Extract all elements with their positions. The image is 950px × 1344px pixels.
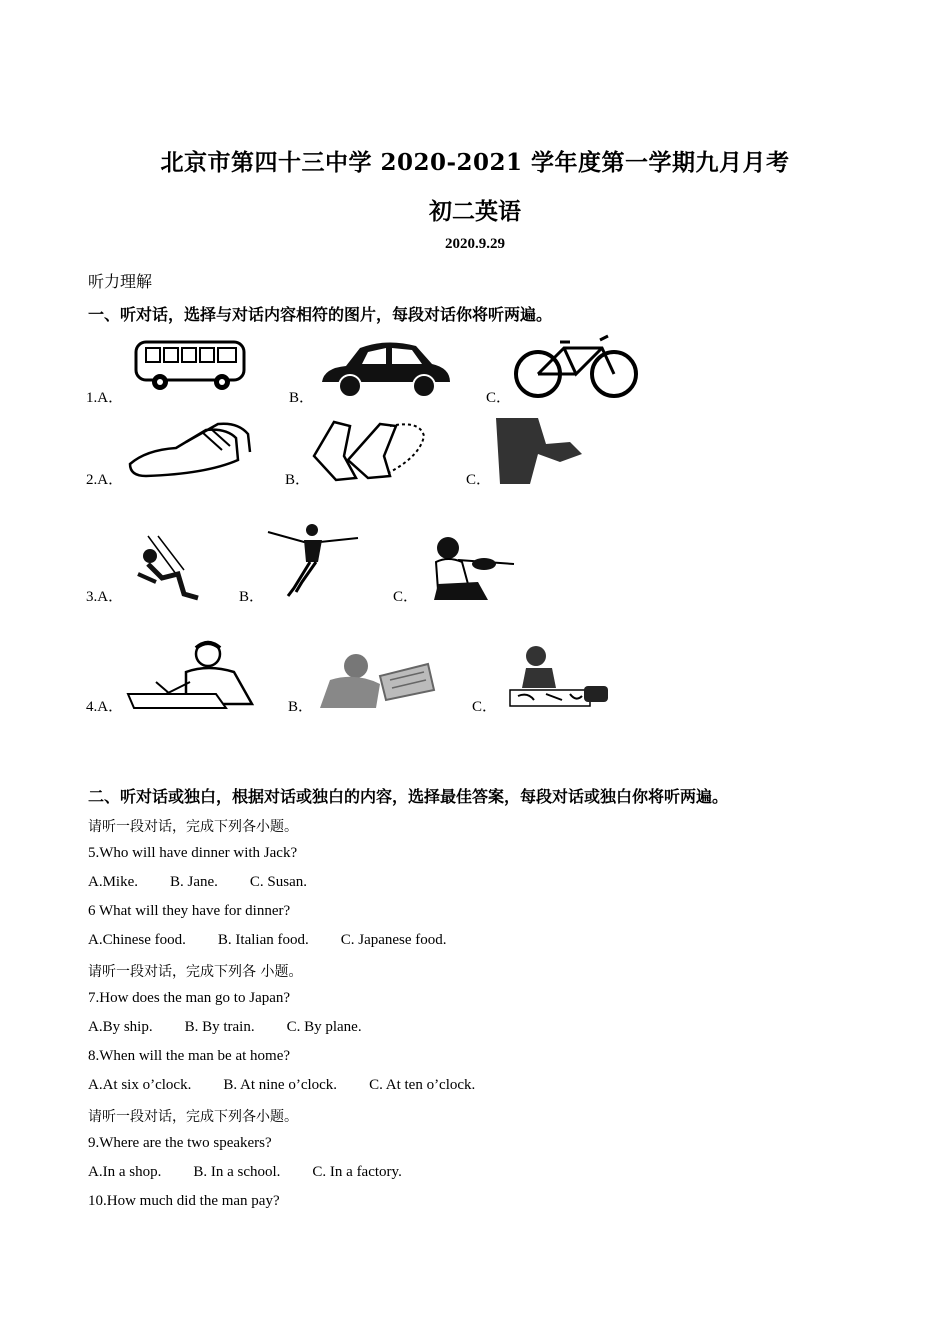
options-6 bbox=[88, 932, 447, 949]
option-8a: A.At six o’clock. bbox=[88, 1077, 192, 1093]
page-title: 北京市第四十三中学 2020-2021 学年度第一学期九月月考 bbox=[160, 149, 790, 176]
exam-date: 2020.9.29 bbox=[445, 236, 505, 252]
option-8c: C. At ten o’clock. bbox=[369, 1077, 476, 1093]
q4-option-b-label: B． bbox=[288, 699, 314, 715]
option-9c: C. In a factory. bbox=[312, 1164, 402, 1180]
option-8b: B. At nine o’clock. bbox=[223, 1077, 338, 1093]
option-7c: C. By plane. bbox=[286, 1019, 362, 1035]
option-7b: B. By train. bbox=[184, 1019, 255, 1035]
options-7 bbox=[88, 1019, 362, 1036]
q1-option-b-label: B． bbox=[289, 390, 315, 406]
trousers-icon bbox=[490, 414, 586, 486]
option-5c: C. Susan. bbox=[249, 874, 308, 890]
question-10: 10.How much did the man pay? bbox=[88, 1193, 280, 1209]
q4-option-c-label: C． bbox=[472, 699, 498, 715]
options-8 bbox=[88, 1077, 475, 1094]
q2-option-a-label: 2.A． bbox=[86, 472, 124, 488]
q2-option-c-label: C． bbox=[466, 472, 492, 488]
q3-option-c-label: C． bbox=[393, 589, 419, 605]
question-9: 9.Where are the two speakers? bbox=[88, 1135, 272, 1151]
subject-title: 初二英语 bbox=[429, 198, 521, 225]
q1-option-a-label: 1.A． bbox=[86, 390, 124, 406]
bicycle-icon bbox=[512, 330, 640, 404]
option-5b: B. Jane. bbox=[170, 874, 218, 890]
painting-person-icon bbox=[506, 642, 612, 710]
dialogue-intro-3: 请听一段对话，完成下列各小题。 bbox=[88, 1109, 298, 1125]
option-6b: B. Italian food. bbox=[217, 932, 309, 948]
question-8: 8.When will the man be at home? bbox=[88, 1048, 291, 1064]
swing-icon bbox=[128, 534, 208, 602]
option-6a: A.Chinese food. bbox=[88, 932, 186, 948]
q2-option-b-label: B． bbox=[285, 472, 311, 488]
skater-icon bbox=[264, 522, 362, 602]
car-icon bbox=[316, 338, 456, 400]
options-5 bbox=[88, 874, 307, 891]
writing-man-icon bbox=[126, 638, 258, 710]
violinist-icon bbox=[418, 534, 520, 602]
option-7a: A.By ship. bbox=[88, 1019, 153, 1035]
q4-option-a-label: 4.A． bbox=[86, 699, 124, 715]
option-9a: A.In a shop. bbox=[88, 1164, 162, 1180]
bus-icon bbox=[130, 336, 250, 394]
gloves-icon bbox=[310, 416, 430, 484]
dialogue-intro-2: 请听一段对话，完成下列各 小题。 bbox=[88, 964, 303, 980]
q1-option-c-label: C． bbox=[486, 390, 512, 406]
option-5a: A.Mike. bbox=[88, 874, 138, 890]
reading-man-icon bbox=[316, 650, 438, 710]
q3-option-b-label: B． bbox=[239, 589, 265, 605]
q3-option-a-label: 3.A． bbox=[86, 589, 124, 605]
listening-heading: 听力理解 bbox=[88, 272, 153, 291]
question-6: 6 What will they have for dinner? bbox=[88, 903, 291, 919]
dialogue-intro-1: 请听一段对话，完成下列各小题。 bbox=[88, 819, 298, 835]
part1-instruction: 一、听对话，选择与对话内容相符的图片，每段对话你将听两遍。 bbox=[88, 305, 553, 324]
option-6c: C. Japanese food. bbox=[340, 932, 447, 948]
question-7: 7.How does the man go to Japan? bbox=[88, 990, 291, 1006]
options-9 bbox=[88, 1164, 402, 1181]
part2-instruction: 二、听对话或独白，根据对话或独白的内容，选择最佳答案，每段对话或独白你将听两遍。 bbox=[88, 787, 729, 806]
question-5: 5.Who will have dinner with Jack? bbox=[88, 845, 298, 861]
shoes-icon bbox=[126, 420, 254, 482]
option-9b: B. In a school. bbox=[193, 1164, 281, 1180]
